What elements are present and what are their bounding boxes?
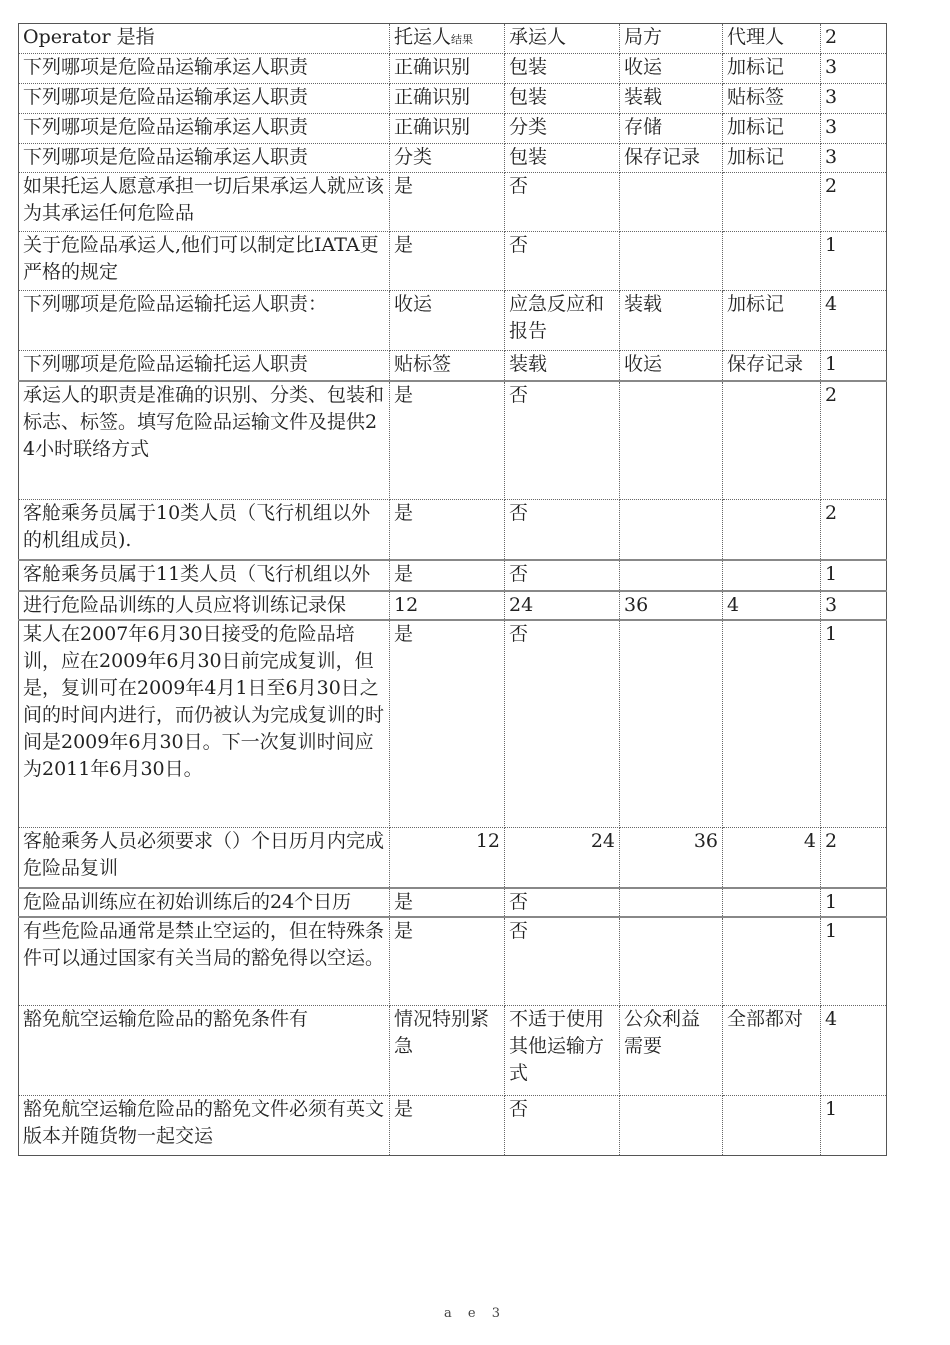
option-a-cell: 是	[390, 1096, 505, 1156]
option-b-cell: 否	[505, 1096, 620, 1156]
table-row	[19, 888, 887, 917]
option-c-cell: 收运	[620, 54, 723, 84]
question-cell: 下列哪项是危险品运输托运人职责：	[19, 291, 390, 351]
option-d-cell: 加标记	[723, 54, 821, 84]
option-d-cell	[723, 500, 821, 560]
option-a-cell: 是	[390, 560, 505, 591]
question-cell: 客舱乘务员属于11类人员（飞行机组以外	[19, 560, 390, 591]
table-row	[19, 591, 887, 620]
option-b-cell: 应急反应和报告	[505, 291, 620, 351]
table-row	[19, 351, 887, 381]
option-d-cell: 代理人	[723, 24, 821, 54]
answer-cell: 2	[821, 381, 887, 500]
option-c-cell	[620, 620, 723, 828]
table-row	[19, 84, 887, 114]
option-c-cell	[620, 381, 723, 500]
option-c-cell	[620, 232, 723, 291]
question-cell: 下列哪项是危险品运输承运人职责	[19, 114, 390, 144]
table-row	[19, 828, 887, 888]
answer-cell: 3	[821, 114, 887, 144]
option-d-cell	[723, 1096, 821, 1156]
table-row	[19, 560, 887, 591]
answer-cell: 3	[821, 84, 887, 114]
option-c-cell: 保存记录	[620, 144, 723, 173]
question-cell: 豁免航空运输危险品的豁免文件必须有英文版本并随货物一起交运	[19, 1096, 390, 1156]
option-b-cell: 分类	[505, 114, 620, 144]
option-c-cell: 36	[620, 591, 723, 620]
option-d-cell	[723, 173, 821, 232]
question-cell: 关于危险品承运人,他们可以制定比IATA更严格的规定	[19, 232, 390, 291]
option-c-cell	[620, 500, 723, 560]
answer-cell: 2	[821, 173, 887, 232]
answer-cell: 2	[821, 828, 887, 888]
table-row	[19, 144, 887, 173]
question-cell: 某人在2007年6月30日接受的危险品培训，应在2009年6月30日前完成复训，但是，复训可在2009年4月1日至6月30日之间的时间内进行，而仍被认为完成复训的时间是2009年6月30日。下一次复训时间应为2011年6月30日。	[19, 620, 390, 828]
result-label: 结果	[451, 33, 474, 46]
table-row	[19, 1096, 887, 1156]
table-row	[19, 173, 887, 232]
option-a-cell: 12	[390, 591, 505, 620]
option-d-cell: 保存记录	[723, 351, 821, 381]
table-row	[19, 291, 887, 351]
option-a-cell: 分类	[390, 144, 505, 173]
table-row	[19, 232, 887, 291]
question-cell: 承运人的职责是准确的识别、分类、包装和标志、标签。填写危险品运输文件及提供24小时联络方式	[19, 381, 390, 500]
option-d-cell: 加标记	[723, 144, 821, 173]
answer-cell: 4	[821, 1006, 887, 1096]
answer-cell: 1	[821, 232, 887, 291]
option-c-cell	[620, 560, 723, 591]
option-b-cell: 否	[505, 232, 620, 291]
table-row	[19, 54, 887, 84]
question-cell: Operator 是指	[19, 24, 390, 54]
answer-cell: 3	[821, 144, 887, 173]
option-d-cell: 加标记	[723, 114, 821, 144]
option-d-cell	[723, 381, 821, 500]
table-row	[19, 1006, 887, 1096]
question-cell: 有些危险品通常是禁止空运的，但在特殊条件可以通过国家有关当局的豁免得以空运。	[19, 917, 390, 1006]
question-cell: 客舱乘务员属于10类人员（飞行机组以外的机组成员).	[19, 500, 390, 560]
option-a-cell: 情况特别紧急	[390, 1006, 505, 1096]
answer-cell: 1	[821, 917, 887, 1006]
question-table-body	[19, 24, 887, 1156]
table-row	[19, 917, 887, 1006]
option-d-cell	[723, 232, 821, 291]
option-d-cell: 4	[723, 591, 821, 620]
table-row	[19, 114, 887, 144]
question-cell: 如果托运人愿意承担一切后果承运人就应该为其承运任何危险品	[19, 173, 390, 232]
option-a-cell: 正确识别	[390, 114, 505, 144]
option-b-cell: 否	[505, 917, 620, 1006]
option-b-cell: 否	[505, 173, 620, 232]
option-c-cell: 局方	[620, 24, 723, 54]
option-d-cell: 贴标签	[723, 84, 821, 114]
table-row	[19, 500, 887, 560]
option-a-cell: 是	[390, 173, 505, 232]
option-a-cell: 托运人结果	[390, 24, 505, 54]
answer-cell: 2	[821, 500, 887, 560]
option-c-cell: 装载	[620, 84, 723, 114]
option-b-cell: 24	[505, 591, 620, 620]
option-b-cell: 不适于使用其他运输方式	[505, 1006, 620, 1096]
question-cell: 下列哪项是危险品运输托运人职责	[19, 351, 390, 381]
option-b-cell: 否	[505, 381, 620, 500]
option-a-cell: 正确识别	[390, 84, 505, 114]
option-a-cell: 12	[390, 828, 505, 888]
question-table	[18, 23, 887, 1156]
question-cell: 危险品训练应在初始训练后的24个日历	[19, 888, 390, 917]
answer-cell: 1	[821, 620, 887, 828]
option-a-cell: 是	[390, 500, 505, 560]
answer-cell: 1	[821, 888, 887, 917]
option-a-cell: 是	[390, 620, 505, 828]
option-d-cell: 4	[723, 828, 821, 888]
answer-cell: 1	[821, 1096, 887, 1156]
question-cell: 下列哪项是危险品运输承运人职责	[19, 144, 390, 173]
option-c-cell: 收运	[620, 351, 723, 381]
option-c-cell: 36	[620, 828, 723, 888]
option-c-cell: 存储	[620, 114, 723, 144]
option-c-cell	[620, 888, 723, 917]
page-footer: a e 3	[444, 1306, 506, 1321]
table-row	[19, 24, 887, 54]
answer-cell: 2	[821, 24, 887, 54]
option-a-cell: 是	[390, 381, 505, 500]
answer-cell: 3	[821, 54, 887, 84]
table-row	[19, 620, 887, 828]
option-b-cell: 包装	[505, 54, 620, 84]
question-cell: 下列哪项是危险品运输承运人职责	[19, 54, 390, 84]
option-a-cell: 是	[390, 232, 505, 291]
answer-cell: 3	[821, 591, 887, 620]
option-b-cell: 装载	[505, 351, 620, 381]
option-d-cell	[723, 560, 821, 591]
option-a-cell: 收运	[390, 291, 505, 351]
option-c-cell	[620, 917, 723, 1006]
question-cell: 下列哪项是危险品运输承运人职责	[19, 84, 390, 114]
option-b-cell: 否	[505, 620, 620, 828]
option-b-cell: 否	[505, 500, 620, 560]
option-b-cell: 承运人	[505, 24, 620, 54]
option-c-cell	[620, 173, 723, 232]
option-d-cell	[723, 620, 821, 828]
answer-cell: 1	[821, 351, 887, 381]
question-cell: 客舱乘务人员必须要求（）个日历月内完成危险品复训	[19, 828, 390, 888]
option-a-cell: 是	[390, 888, 505, 917]
option-a-cell: 是	[390, 917, 505, 1006]
option-b-cell: 24	[505, 828, 620, 888]
answer-cell: 4	[821, 291, 887, 351]
option-a-cell: 贴标签	[390, 351, 505, 381]
question-cell: 豁免航空运输危险品的豁免条件有	[19, 1006, 390, 1096]
option-c-cell	[620, 1096, 723, 1156]
option-d-cell: 全部都对	[723, 1006, 821, 1096]
option-b-cell: 否	[505, 560, 620, 591]
option-a-cell: 正确识别	[390, 54, 505, 84]
option-b-cell: 包装	[505, 84, 620, 114]
option-d-cell	[723, 888, 821, 917]
option-d-cell	[723, 917, 821, 1006]
table-row	[19, 381, 887, 500]
option-d-cell: 加标记	[723, 291, 821, 351]
answer-cell: 1	[821, 560, 887, 591]
question-cell: 进行危险品训练的人员应将训练记录保	[19, 591, 390, 620]
option-b-cell: 包装	[505, 144, 620, 173]
option-b-cell: 否	[505, 888, 620, 917]
option-c-cell: 装载	[620, 291, 723, 351]
option-c-cell: 公众利益需要	[620, 1006, 723, 1096]
